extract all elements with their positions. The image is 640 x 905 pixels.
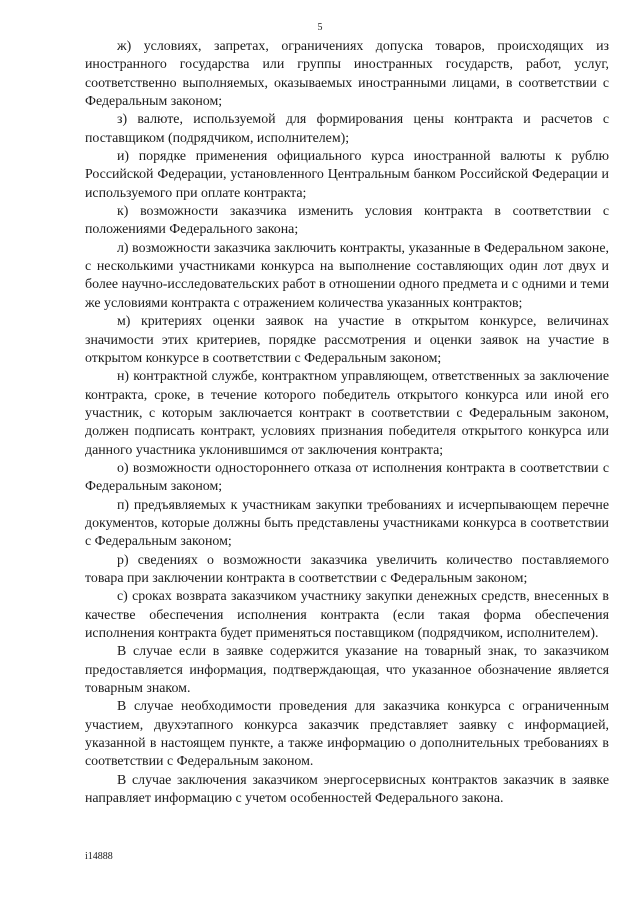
- document-body: [85, 38, 609, 808]
- paragraph-energy-service: В случае заключения заказчиком энергосервисных контрактов заказчик в заявке направляет информацию с учетом особенностей Федерального закона.: [85, 772, 609, 807]
- paragraph-zh: ж) условиях, запретах, ограничениях допуска товаров, происходящих из иностранного государства или группы иностранных государств, работ, услуг, соответственно выполняемых, оказываемых иностранными лицами, в соответствии с Федеральным законом;: [85, 39, 609, 110]
- paragraph-l: л) возможности заказчика заключить контракты, указанные в Федеральном законе, с несколькими участниками конкурса на выполнение составляющих один лот двух и более научно-исследовательских работ в отношении одного предмета и с одними и теми же условиями контракта с отражением количества указанных контрактов;: [85, 240, 610, 311]
- paragraph-m: м) критериях оценки заявок на участие в открытом конкурсе, величинах значимости этих критериев, порядке рассмотрения и оценки заявок на участие в открытом конкурсе в соответствии с Федеральным законом;: [85, 314, 609, 366]
- paragraph-i: и) порядке применения официального курса иностранной валюты к рублю Российской Федерации, установленного Центральным банком Российской Федерации и используемого при оплате контракта;: [85, 149, 609, 201]
- paragraph-trademark: В случае если в заявке содержится указание на товарный знак, то заказчиком предоставляется информация, подтверждающая, что указанное обозначение является товарным знаком.: [85, 644, 609, 697]
- paragraph-n: н) контрактной службе, контрактном управляющем, ответственных за заключение контракта, сроке, в течение которого победитель открытого конкурса или иной его участник, с которым заключается контракт в соответствии с Федеральным законом, должен подписать контракт, условиях признания победителя открытого конкурса или данного участника уклонившимся от заключения контракта;: [85, 369, 609, 458]
- paragraph-z: з) валюте, используемой для формирования цены контракта и расчетов с поставщиком (подрядчиком, исполнителем);: [85, 112, 609, 146]
- paragraph-p: п) предъявляемых к участникам закупки требованиях и исчерпывающем перечне документов, которые должны быть представлены участниками конкурса в соответствии с Федеральным законом;: [85, 497, 609, 550]
- paragraph-limited-contest: В случае необходимости проведения для заказчика конкурса с ограниченным участием, двухэтапного конкурса заказчик представляет заявку с информацией, указанной в настоящем пункте, а также информацию о дополнительных требованиях в соответствии с Федеральным законом.: [85, 699, 609, 770]
- paragraph-k: к) возможности заказчика изменить условия контракта в соответствии с положениями Федерального закона;: [85, 204, 609, 238]
- paragraph-r: р) сведениях о возможности заказчика увеличить количество поставляемого товара при заключении контракта в соответствии с Федеральным законом;: [85, 552, 609, 586]
- page-number: 5: [317, 22, 323, 33]
- document-code: i14888: [85, 851, 113, 862]
- paragraph-s: с) сроках возврата заказчиком участнику закупки денежных средств, внесенных в качестве обеспечения исполнения контракта (если такая форма обеспечения исполнения контракта будет применяться поставщиком (подрядчиком, исполнителем).: [85, 589, 609, 641]
- paragraph-o: о) возможности одностороннего отказа от исполнения контракта в соответствии с Федеральным законом;: [85, 460, 609, 495]
